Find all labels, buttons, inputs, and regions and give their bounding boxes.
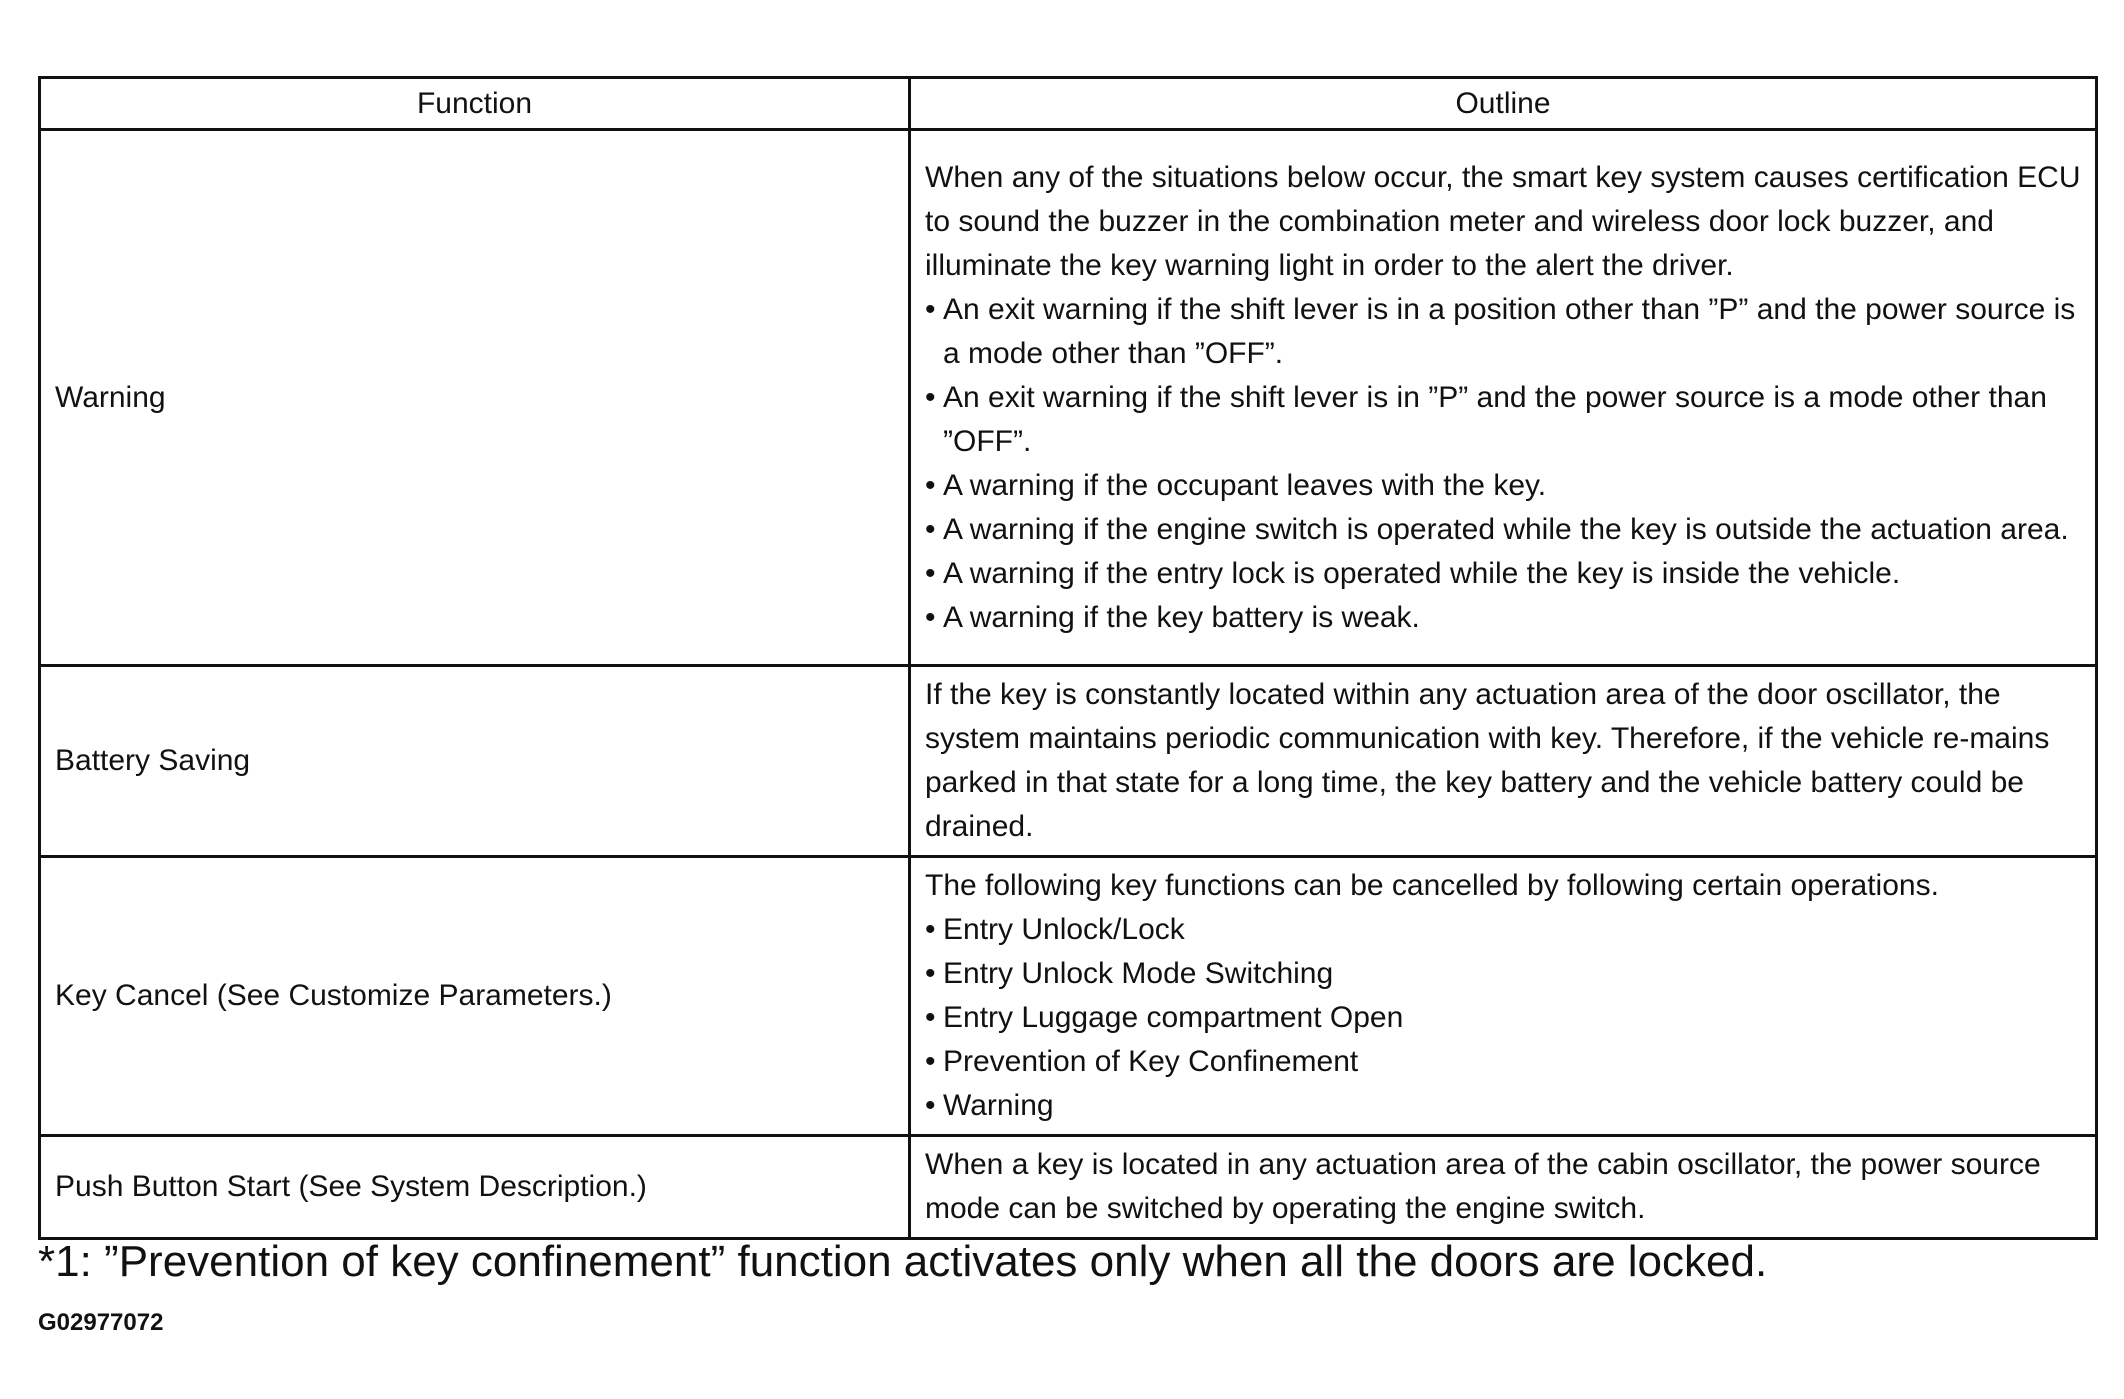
outline-bullet-list: [925, 908, 2081, 1128]
outline-bullet: • A warning if the engine switch is operated while the key is outside the actuation area.: [925, 508, 2081, 552]
outline-bullet: • An exit warning if the shift lever is in a position other than ”P” and the power source is a mode other than ”OFF”.: [925, 288, 2081, 376]
header-outline: Outline: [910, 78, 2097, 130]
outline-bullet-list: [925, 288, 2081, 640]
function-cell: Battery Saving: [40, 666, 910, 857]
table-row-warning: [40, 130, 2097, 666]
outline-bullet: • Entry Luggage compartment Open: [925, 996, 2081, 1040]
figure-code: G02977072: [38, 1309, 164, 1336]
footnote: *1: ”Prevention of key confinement” function activates only when all the doors are locked.: [38, 1237, 1768, 1286]
outline-intro: If the key is constantly located within any actuation area of the door oscillator, the system maintains periodic communication with key. Therefore, if the vehicle re-mains parked in that state for a long time, the key battery and the vehicle battery could be drained.: [925, 678, 2050, 843]
outline-bullet: • A warning if the occupant leaves with the key.: [925, 464, 2081, 508]
outline-cell: [910, 666, 2097, 857]
function-cell: Push Button Start (See System Description.): [40, 1136, 910, 1239]
outline-bullet: • Warning: [925, 1084, 2081, 1128]
outline-bullet: • A warning if the entry lock is operated while the key is inside the vehicle.: [925, 552, 2081, 596]
table-row-battery-saving: [40, 666, 2097, 857]
table-row-push-button-start: [40, 1136, 2097, 1239]
outline-bullet: • Entry Unlock/Lock: [925, 908, 2081, 952]
outline-cell: [910, 1136, 2097, 1239]
outline-bullet: • An exit warning if the shift lever is in ”P” and the power source is a mode other than ”OFF”.: [925, 376, 2081, 464]
table-header-row: [40, 78, 2097, 130]
outline-cell: [910, 130, 2097, 666]
outline-bullet: • Entry Unlock Mode Switching: [925, 952, 2081, 996]
outline-bullet: • A warning if the key battery is weak.: [925, 596, 2081, 640]
table-row-key-cancel: [40, 857, 2097, 1136]
outline-intro: When any of the situations below occur, the smart key system causes certification ECU to sound the buzzer in the combination meter and wireless door lock buzzer, and illuminate the key warning light in order to the alert the driver.: [925, 160, 2081, 282]
outline-cell: [910, 857, 2097, 1136]
header-function: Function: [40, 78, 910, 130]
function-cell: Warning: [40, 130, 910, 666]
outline-intro: When a key is located in any actuation area of the cabin oscillator, the power source mode can be switched by operating the engine switch.: [925, 1148, 2041, 1225]
outline-bullet: • Prevention of Key Confinement: [925, 1040, 2081, 1084]
outline-intro: The following key functions can be cancelled by following certain operations.: [925, 869, 1939, 902]
function-cell: Key Cancel (See Customize Parameters.): [40, 857, 910, 1136]
function-outline-table: [38, 76, 2098, 1240]
